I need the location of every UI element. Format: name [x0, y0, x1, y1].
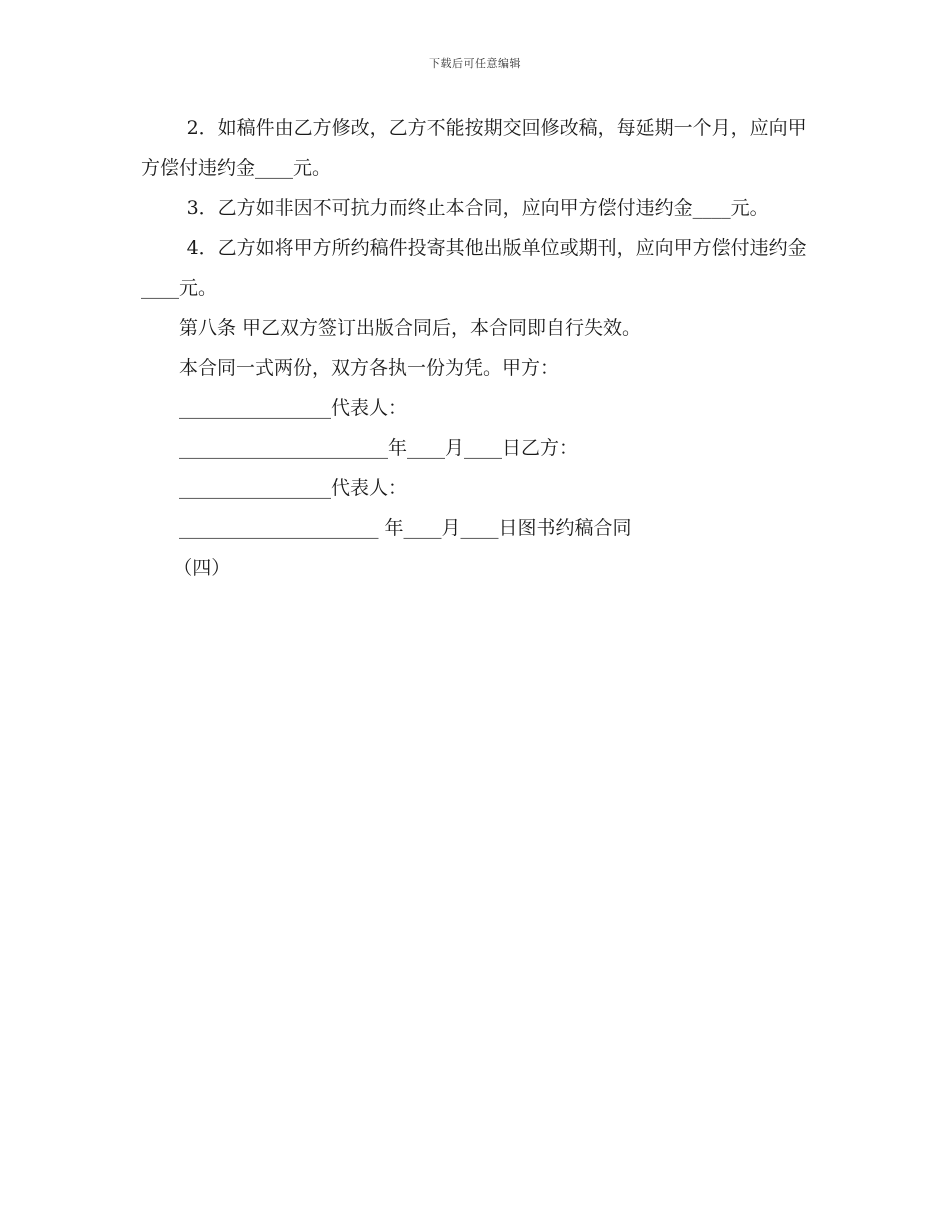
article-8-paragraph: 第八条 甲乙双方签订出版合同后，本合同即自行失效。 [179, 317, 642, 339]
section-number: （四） [173, 557, 231, 579]
party-b-representative-line: ________________代表人： [179, 477, 408, 499]
party-b-date-line: _____________________ 年____月____日图书约稿合同 [179, 517, 632, 539]
clause-2-paragraph: 2．如稿件由乙方修改，乙方不能按期交回修改稿，每延期一个月，应向甲方偿付违约金____元。 [141, 117, 807, 179]
clause-3-paragraph: 3．乙方如非因不可抗力而终止本合同，应向甲方偿付违约金____元。 [186, 197, 769, 219]
party-a-date-line: ______________________年____月____日乙方： [179, 437, 579, 459]
copies-paragraph: 本合同一式两份，双方各执一份为凭。甲方： [179, 357, 560, 379]
document-body [141, 108, 811, 588]
party-a-representative-line: ________________代表人： [179, 397, 408, 419]
page-header: 下载后可任意编辑 [429, 57, 521, 70]
clause-4-paragraph: 4．乙方如将甲方所约稿件投寄其他出版单位或期刊，应向甲方偿付违约金____元。 [141, 237, 807, 299]
